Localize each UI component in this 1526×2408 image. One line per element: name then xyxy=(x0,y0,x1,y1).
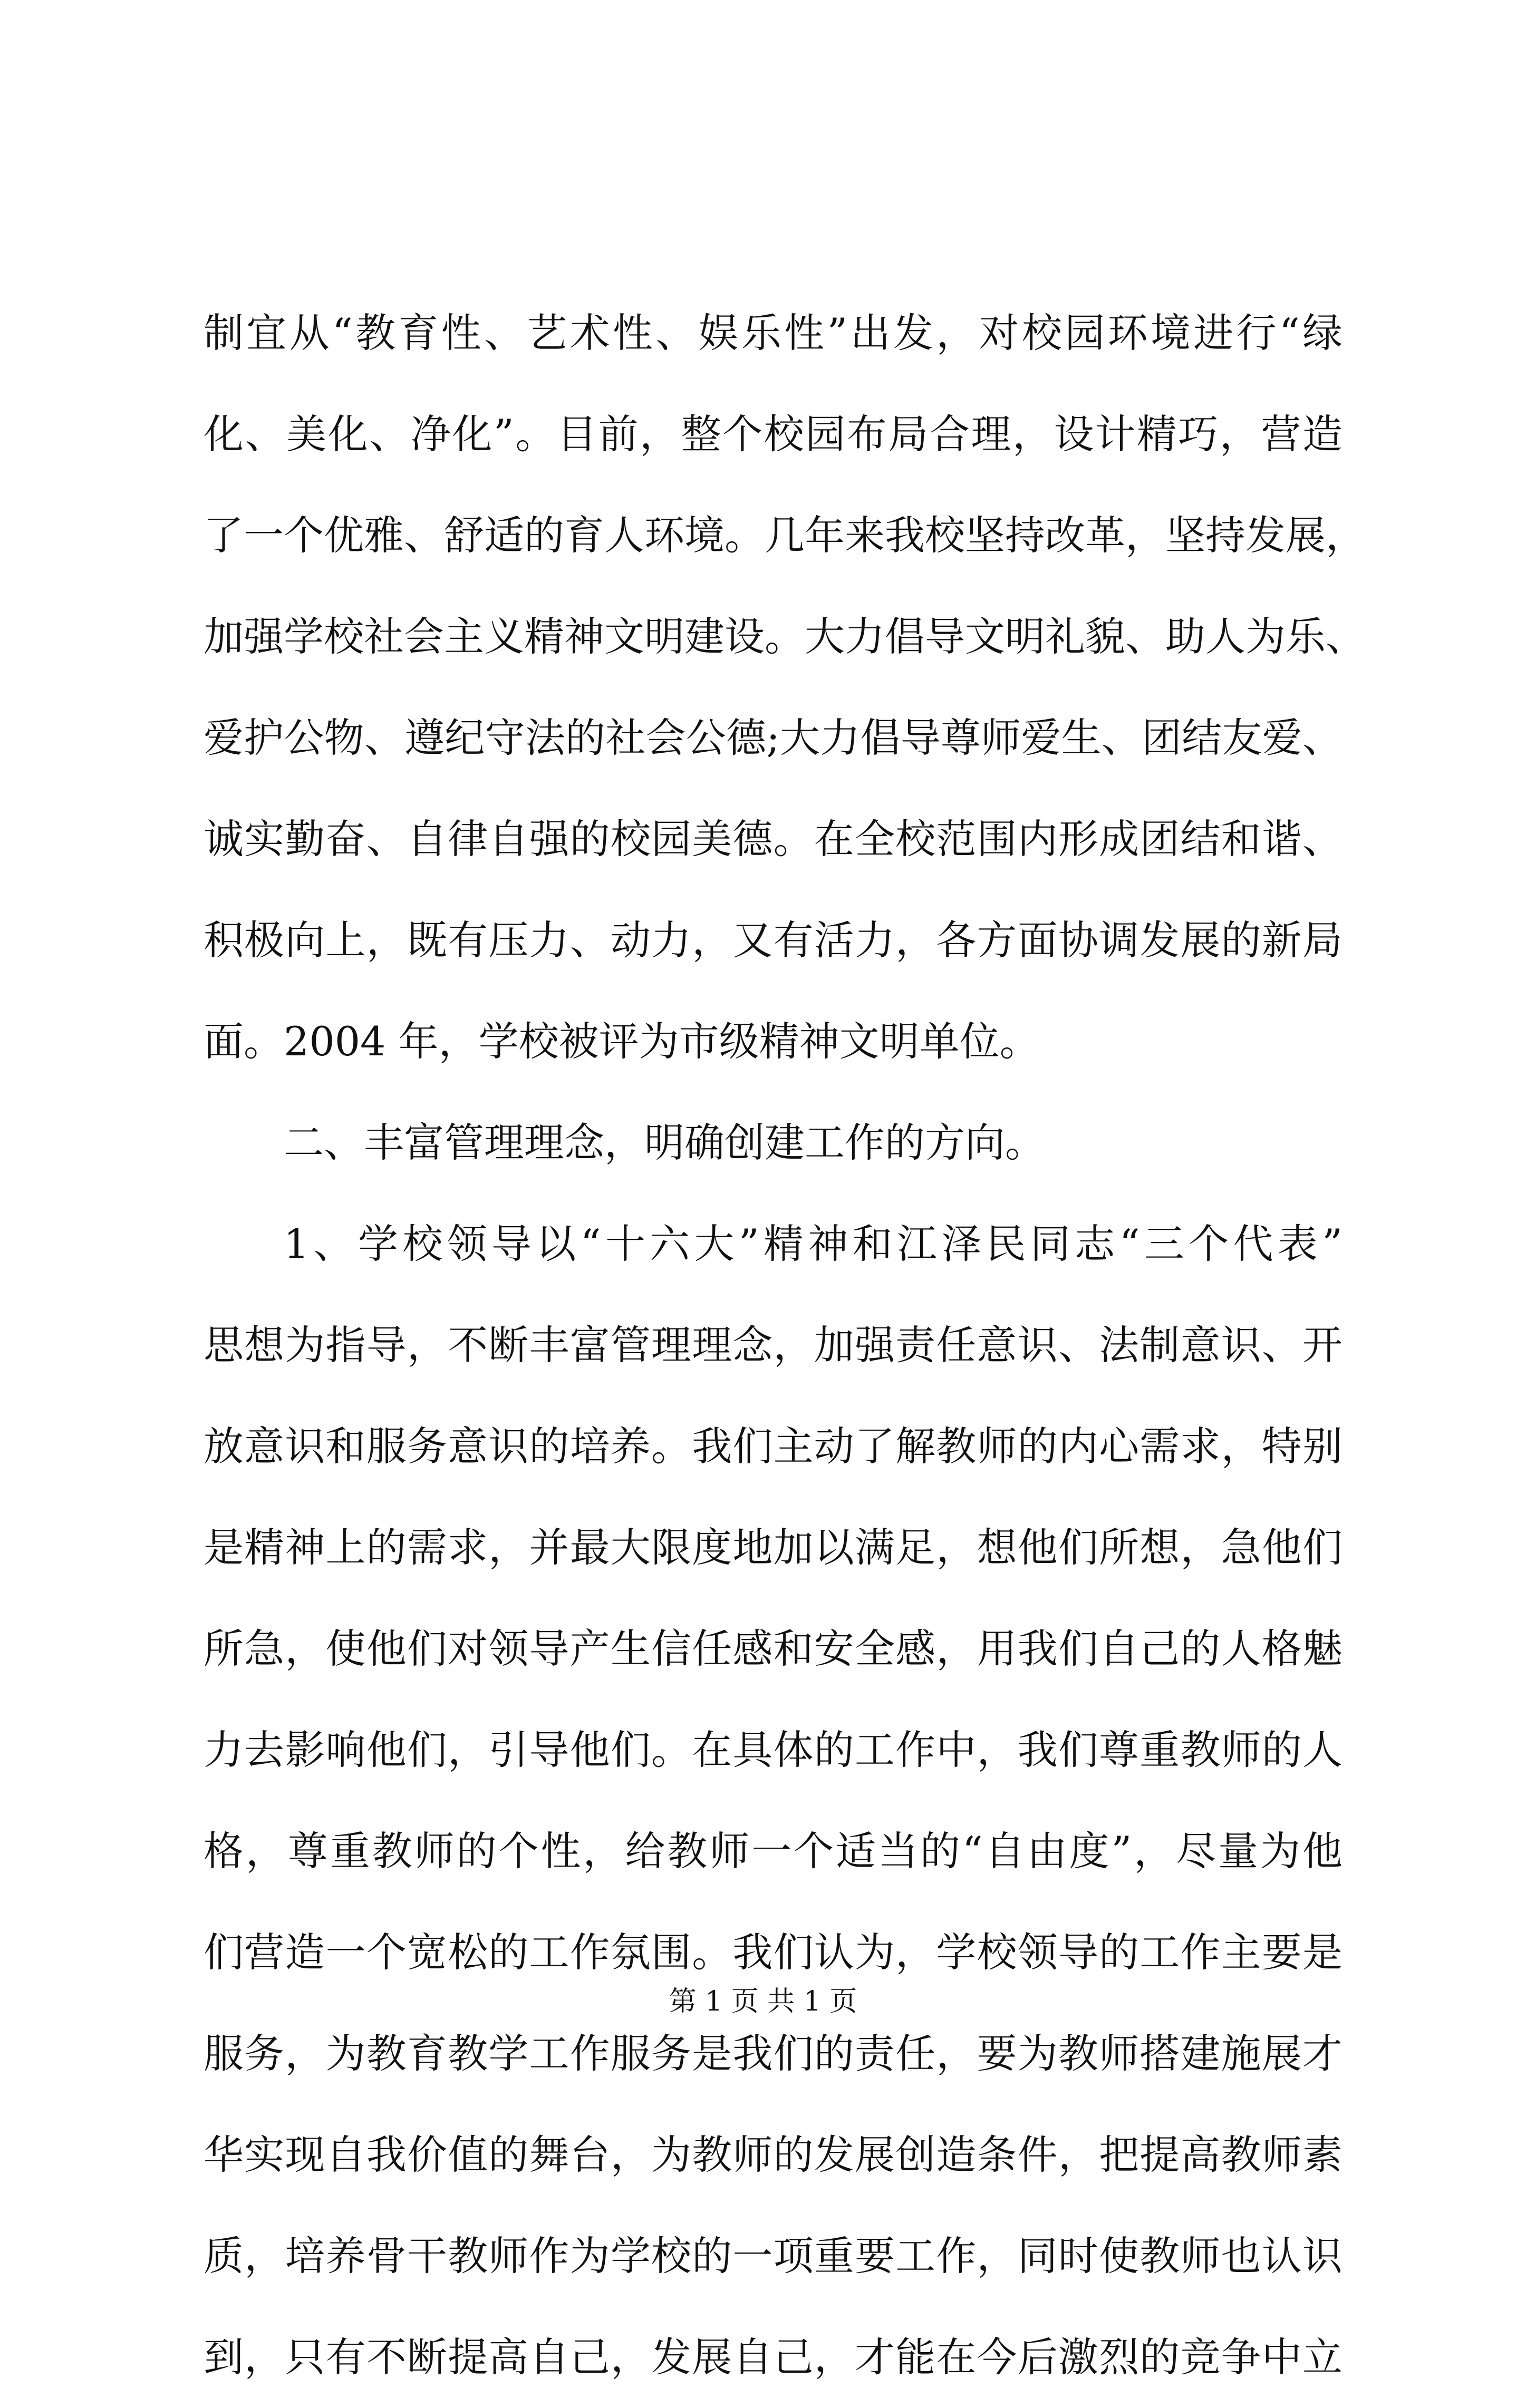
text-line: 到，只有不断提高自己，发展自己，才能在今后激烈的竞争中立 xyxy=(204,2334,1343,2381)
body-text xyxy=(204,283,1366,2408)
text-line: 所急，使他们对领导产生信任感和安全感，用我们自己的人格魅 xyxy=(204,1625,1343,1672)
text-line: 华实现自我价值的舞台，为教师的发展创造条件，把提高教师素 xyxy=(204,2131,1343,2178)
text-line: 面。2004 年，学校被评为市级精神文明单位。 xyxy=(204,1018,1040,1065)
section-heading: 二、丰富管理理念，明确创建工作的方向。 xyxy=(284,1119,1045,1166)
page-footer: 第 1 页 共 1 页 xyxy=(669,1986,857,2017)
text-line: 制宜从“教育性、艺术性、娱乐性”出发，对校园环境进行“绿 xyxy=(204,309,1343,356)
text-line: 放意识和服务意识的培养。我们主动了解教师的内心需求，特别 xyxy=(204,1423,1343,1470)
text-line: 1、学校领导以“十六大”精神和江泽民同志“三个代表” xyxy=(284,1220,1343,1267)
text-line: 力去影响他们，引导他们。在具体的工作中，我们尊重教师的人 xyxy=(204,1726,1343,1773)
text-line: 思想为指导，不断丰富管理理念，加强责任意识、法制意识、开 xyxy=(204,1322,1343,1368)
text-line: 积极向上，既有压力、动力，又有活力，各方面协调发展的新局 xyxy=(204,917,1343,964)
text-line: 们营造一个宽松的工作氛围。我们认为，学校领导的工作主要是 xyxy=(204,1929,1343,1976)
text-line: 化、美化、净化”。目前，整个校园布局合理，设计精巧，营造 xyxy=(204,411,1343,458)
text-line: 了一个优雅、舒适的育人环境。几年来我校坚持改革，坚持发展， xyxy=(204,512,1366,559)
text-line: 加强学校社会主义精神文明建设。大力倡导文明礼貌、助人为乐、 xyxy=(204,613,1366,660)
text-line: 爱护公物、遵纪守法的社会公德;大力倡导尊师爱生、团结友爱、 xyxy=(204,714,1343,761)
text-line: 格，尊重教师的个性，给教师一个适当的“自由度”，尽量为他 xyxy=(204,1828,1343,1875)
text-line: 是精神上的需求，并最大限度地加以满足，想他们所想，急他们 xyxy=(204,1524,1343,1571)
text-line: 质，培养骨干教师作为学校的一项重要工作，同时使教师也认识 xyxy=(204,2232,1343,2279)
text-line: 诚实勤奋、自律自强的校园美德。在全校范围内形成团结和谐、 xyxy=(204,815,1343,862)
text-line: 服务，为教育教学工作服务是我们的责任，要为教师搭建施展才 xyxy=(204,2030,1343,2077)
